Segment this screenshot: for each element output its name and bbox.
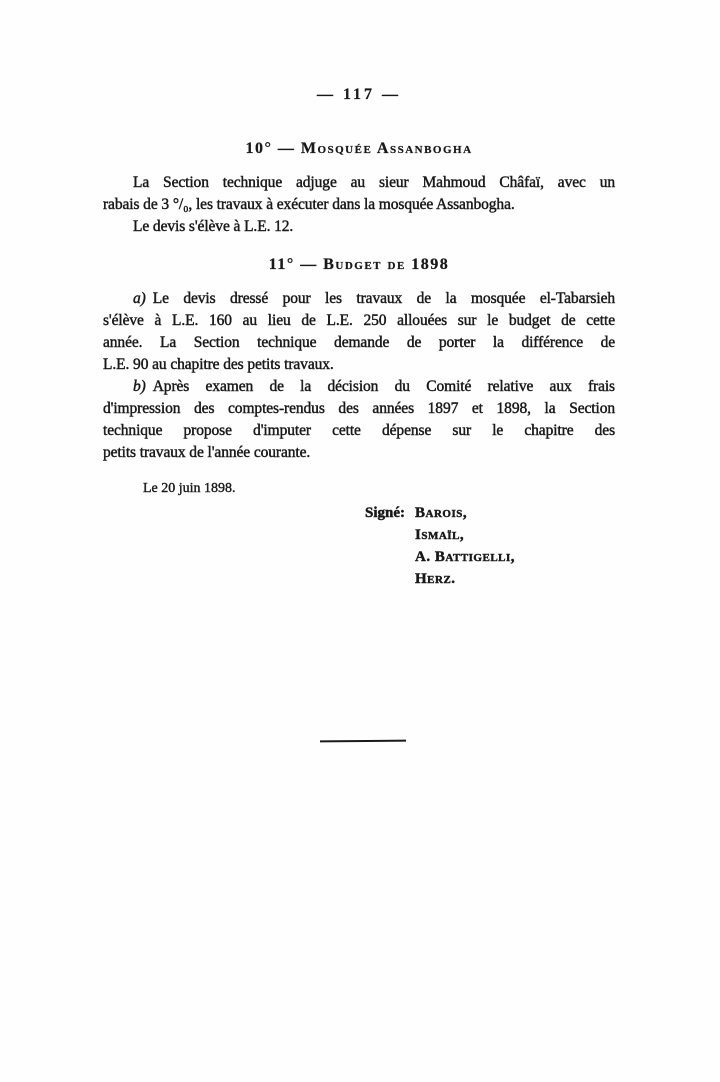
- paragraph-line: [103, 288, 615, 310]
- paragraph-label-a: a): [133, 290, 146, 307]
- paragraph-line: L.E. 90 au chapitre des petits travaux.: [103, 356, 334, 373]
- paragraph-label-b: b): [133, 378, 146, 395]
- paragraph-text: Après examen de la décision du Comité relative aux frais: [152, 378, 615, 395]
- signature-name: A. Battigelli,: [415, 549, 516, 565]
- signature-names: [415, 502, 515, 590]
- signature-label: Signé:: [365, 505, 406, 521]
- signature-block: [365, 502, 615, 590]
- text-column: [103, 84, 615, 590]
- date-line: Le 20 juin 1898.: [143, 481, 236, 496]
- paragraph-line: La Section technique adjuge au sieur Mahmoud Châfaï, avec un: [133, 174, 615, 191]
- signature-name: Herz.: [415, 571, 456, 587]
- section-heading-budget-1898: 11° — Budget de 1898: [268, 256, 450, 273]
- paragraph-line: Le devis s'élève à L.E. 12.: [133, 218, 294, 235]
- paragraph-text: Le devis dressé pour les travaux de la mosquée el-Tabarsieh: [152, 290, 615, 307]
- page-number: — 117 —: [316, 86, 402, 103]
- signature-name: Ismaïl,: [415, 527, 465, 543]
- paragraph-line: [103, 376, 615, 398]
- paragraph-line: d'impression des comptes-rendus des années 1897 et 1898, la Section: [103, 400, 615, 417]
- paragraph-a: [103, 288, 615, 376]
- section-heading-mosquee-assanbogha: 10° — Mosquée Assanbogha: [245, 140, 473, 157]
- paragraph-line: s'élève à L.E. 160 au lieu de L.E. 250 allouées sur le budget de cette: [103, 312, 615, 329]
- paragraph-line: année. La Section technique demande de porter la différence de: [103, 334, 615, 351]
- end-of-section-rule: [320, 740, 406, 743]
- paragraph-line: petits travaux de l'année courante.: [103, 444, 311, 461]
- signature-name: Barois,: [415, 505, 468, 521]
- paragraph: [103, 172, 615, 216]
- paragraph: [103, 216, 615, 238]
- paragraph-line: rabais de 3 °/₀, les travaux à exécuter dans la mosquée Assanbogha.: [103, 196, 515, 213]
- paragraph-b: [103, 376, 615, 464]
- paragraph-line: technique propose d'imputer cette dépense sur le chapitre des: [103, 422, 615, 439]
